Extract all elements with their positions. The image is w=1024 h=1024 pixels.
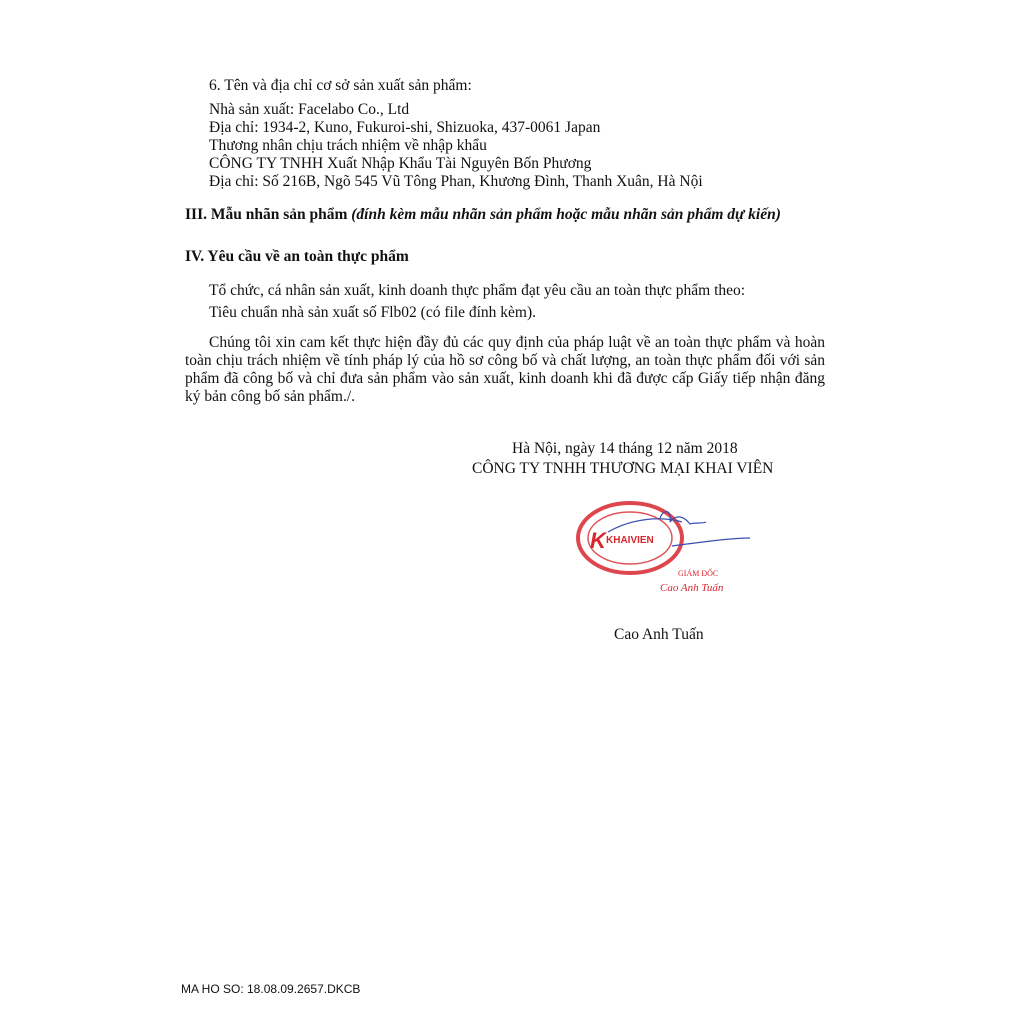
stamp-brand: KHAIVIEN (606, 535, 654, 546)
section-4-line-1: Tổ chức, cá nhân sản xuất, kinh doanh thực phẩm đạt yêu cầu an toàn thực phẩm theo: (209, 282, 746, 299)
section-4-line-2: Tiêu chuẩn nhà sản xuất số Flb02 (có file đính kèm). (209, 304, 537, 321)
signer-name: Cao Anh Tuấn (614, 626, 704, 643)
stamp-title: GIÁM ĐỐC (678, 569, 719, 578)
section-3-heading: III. Mẫu nhãn sản phẩm (185, 206, 348, 223)
section-3 (185, 206, 781, 224)
stamp-seal-icon (572, 498, 792, 608)
commitment-paragraph: Chúng tôi xin cam kết thực hiện đầy đủ các quy định của pháp luật về an toàn thực phẩm và hoàn toàn chịu trách nhiệm về tính pháp lý của hồ sơ công bố và chất lượng, an toàn thực phẩm đối với sản phẩm đã công bố và chỉ đưa sản phẩm vào sản xuất, kinh doanh khi đã được cấp Giấy tiếp nhận đăng ký bản công bố sản phẩm./. (185, 334, 825, 405)
manufacturer-line: Nhà sản xuất: Facelabo Co., Ltd (209, 101, 410, 118)
place-date: Hà Nội, ngày 14 tháng 12 năm 2018 (512, 440, 738, 457)
importer-company-line: CÔNG TY TNHH Xuất Nhập Khẩu Tài Nguyên Bốn Phương (209, 155, 592, 172)
importer-label-line: Thương nhân chịu trách nhiệm về nhập khẩu (209, 137, 487, 154)
company-name: CÔNG TY TNHH THƯƠNG MẠI KHAI VIÊN (472, 460, 774, 477)
importer-address-line: Địa chỉ: Số 216B, Ngõ 545 Vũ Tông Phan, Khương Đình, Thanh Xuân, Hà Nội (209, 173, 703, 190)
manufacturer-address-line: Địa chỉ: 1934-2, Kuno, Fukuroi-shi, Shizuoka, 437-0061 Japan (209, 119, 601, 136)
section-6-heading: 6. Tên và địa chỉ cơ sở sản xuất sản phẩm: (209, 77, 472, 94)
document-code: MA HO SO: 18.08.09.2657.DKCB (181, 982, 361, 996)
section-4-heading: IV. Yêu cầu về an toàn thực phẩm (185, 248, 409, 265)
section-3-note: (đính kèm mẫu nhãn sản phẩm hoặc mẫu nhãn sản phẩm dự kiến) (351, 206, 781, 223)
company-stamp (572, 498, 792, 608)
svg-text:K: K (590, 528, 606, 553)
stamp-signature-name: Cao Anh Tuấn (660, 582, 724, 594)
